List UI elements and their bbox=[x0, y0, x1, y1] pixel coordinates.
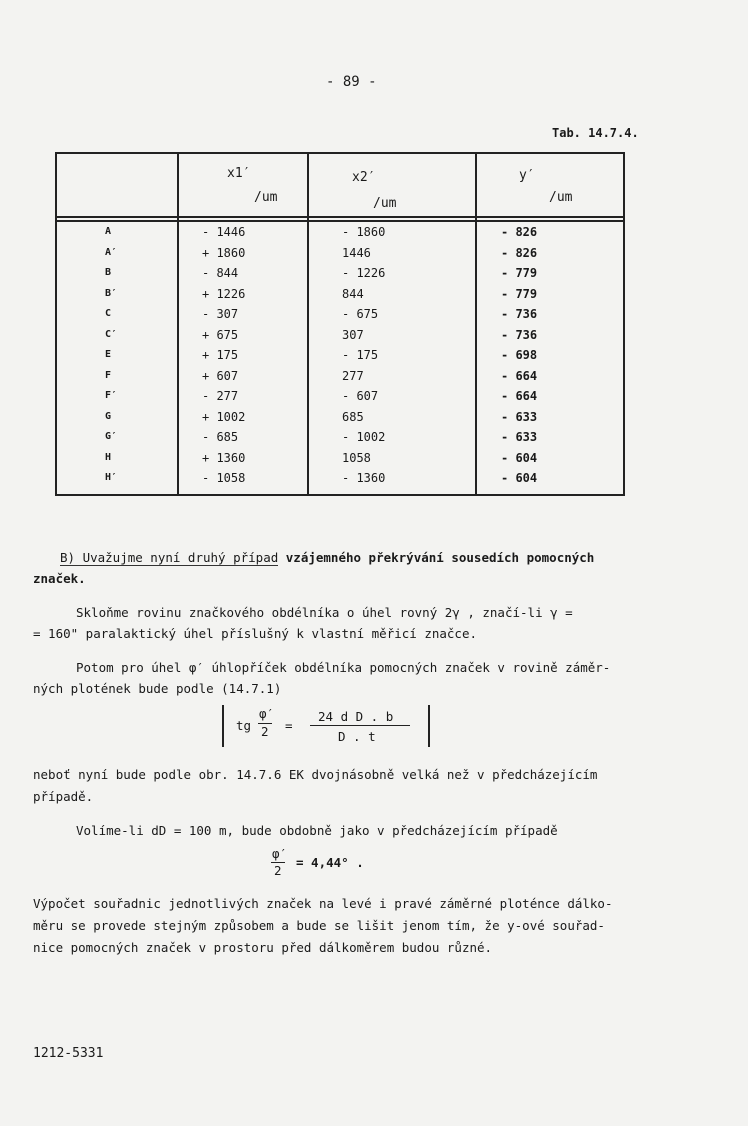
equation-1-two: 2 bbox=[261, 724, 269, 739]
table-cell-x1: - 307 bbox=[202, 307, 239, 321]
paragraph-1-rest: vzájemného překrývání sousedích pomocných bbox=[278, 550, 595, 565]
table-divider bbox=[307, 154, 309, 494]
paragraph-3-line-1: Potom pro úhel φ′ úhlopříček obdélníka pomocných značek v rovině záměr- bbox=[76, 660, 611, 675]
table-cell-x1: + 675 bbox=[202, 327, 239, 342]
paragraph-2-line-1: Skloňme rovinu značkového obdélníka o úhel rovný 2γ , značí-li γ = bbox=[76, 605, 573, 620]
table-cell-y: - 736 bbox=[501, 327, 538, 342]
table-cell-x1: - 277 bbox=[202, 389, 239, 403]
table-cell-y: - 633 bbox=[501, 430, 538, 444]
table-cell-x2: 844 bbox=[342, 286, 364, 301]
table-cell-x2: - 1360 bbox=[342, 471, 386, 485]
table-cell-x2: - 1226 bbox=[342, 266, 386, 280]
paragraph-6-line-3: nice pomocných značek v prostoru před dálkoměrem budou různé. bbox=[33, 940, 493, 955]
table-cell-label: G′ bbox=[105, 431, 118, 442]
page-number: - 89 - bbox=[326, 74, 377, 90]
table-cell-y: - 664 bbox=[501, 389, 538, 403]
header-x1-unit: /um bbox=[254, 190, 278, 205]
x1-values-column bbox=[202, 222, 292, 489]
paragraph-5: Volíme-li dD = 100 m, bude obdobně jako v předcházejícím případě bbox=[76, 823, 558, 838]
table-cell-x1: - 1446 bbox=[202, 225, 246, 239]
table-cell-y: - 604 bbox=[501, 471, 538, 485]
row-labels-column bbox=[105, 222, 117, 489]
table-cell-x2: 685 bbox=[342, 409, 364, 424]
table-cell-x1: + 1360 bbox=[202, 450, 246, 465]
equation-2-result: = 4,44° . bbox=[296, 855, 364, 870]
table-cell-x1: - 685 bbox=[202, 430, 239, 444]
paragraph-1-line-2: značek. bbox=[33, 571, 86, 586]
table-cell-label: C bbox=[105, 308, 112, 319]
table-cell-x2: 307 bbox=[342, 327, 364, 342]
equation-1-equals: = bbox=[285, 718, 293, 733]
table-cell-y: - 633 bbox=[501, 409, 538, 424]
table-cell-x1: + 175 bbox=[202, 348, 239, 362]
table-cell-x2: - 1002 bbox=[342, 430, 386, 444]
table-cell-label: E bbox=[105, 349, 112, 360]
table-cell-y: - 826 bbox=[501, 245, 538, 260]
table-cell-x1: - 1058 bbox=[202, 471, 246, 485]
underlined-phrase: B) Uvažujme nyní druhý případ bbox=[60, 550, 279, 565]
table-cell-y: - 779 bbox=[501, 266, 538, 280]
table-cell-label: H′ bbox=[105, 472, 118, 483]
table-cell-x2: 1446 bbox=[342, 245, 371, 260]
table-cell-x2: - 1860 bbox=[342, 225, 386, 239]
table-cell-label: B bbox=[105, 267, 112, 278]
paragraph-4-line-1: neboť nyní bude podle obr. 14.7.6 EK dvojnásobně velká než v předcházejícím bbox=[33, 767, 598, 782]
table-cell-y: - 779 bbox=[501, 286, 538, 301]
equation-1-tg: tg bbox=[236, 718, 252, 733]
equation-1-numerator: 24 d D . b bbox=[318, 709, 394, 724]
table-cell-x1: + 1860 bbox=[202, 245, 246, 260]
table-cell-label: A′ bbox=[105, 246, 118, 258]
equation-1-denominator: D . t bbox=[338, 729, 376, 744]
table-cell-x1: + 1002 bbox=[202, 409, 246, 424]
table-cell-label: G bbox=[105, 410, 112, 422]
table-cell-label: A bbox=[105, 226, 112, 237]
table-cell-label: F bbox=[105, 369, 112, 381]
table-cell-y: - 826 bbox=[501, 225, 538, 239]
table-cell-x2: - 175 bbox=[342, 348, 379, 362]
table-cell-y: - 698 bbox=[501, 348, 538, 362]
table-cell-x2: 1058 bbox=[342, 450, 371, 465]
table-divider bbox=[177, 154, 179, 494]
table-cell-x1: + 607 bbox=[202, 368, 239, 383]
fraction-line bbox=[310, 725, 410, 726]
paragraph-6-line-1: Výpočet souřadnic jednotlivých značek na levé i pravé záměrné ploténce dálko- bbox=[33, 896, 613, 911]
table-cell-x2: - 607 bbox=[342, 389, 379, 403]
table-cell-x2: - 675 bbox=[342, 307, 379, 321]
x2-values-column bbox=[342, 222, 432, 489]
header-x2: x2′ bbox=[352, 170, 376, 185]
equation-1-phi: φ′ bbox=[259, 706, 275, 721]
table-cell-label: H bbox=[105, 451, 112, 463]
header-y-unit: /um bbox=[549, 190, 573, 205]
table-divider bbox=[475, 154, 477, 494]
header-x1: x1′ bbox=[227, 166, 251, 181]
table-cell-y: - 664 bbox=[501, 368, 538, 383]
table-cell-label: C′ bbox=[105, 328, 118, 340]
table-cell-y: - 604 bbox=[501, 450, 538, 465]
equation-2-two: 2 bbox=[274, 863, 282, 878]
document-code: 1212-5331 bbox=[33, 1046, 104, 1061]
header-divider bbox=[57, 216, 623, 218]
paragraph-6-line-2: měru se provede stejným způsobem a bude se lišit jenom tím, že y-ové souřad- bbox=[33, 918, 605, 933]
table-cell-label: F′ bbox=[105, 390, 118, 401]
paragraph-1-line-1 bbox=[60, 550, 594, 565]
header-x2-unit: /um bbox=[373, 196, 397, 211]
table-cell-x1: + 1226 bbox=[202, 286, 246, 301]
header-y: y′ bbox=[519, 168, 535, 183]
table-cell-x1: - 844 bbox=[202, 266, 239, 280]
equation-2-phi: φ′ bbox=[272, 846, 288, 861]
paragraph-4-line-2: případě. bbox=[33, 789, 94, 804]
table-reference: Tab. 14.7.4. bbox=[552, 126, 639, 140]
table-cell-x2: 277 bbox=[342, 368, 364, 383]
table-cell-label: B′ bbox=[105, 287, 118, 299]
paragraph-2-line-2: = 160" paralaktický úhel příslušný k vlastní měřicí značce. bbox=[33, 626, 478, 641]
coordinates-table bbox=[55, 152, 625, 496]
paragraph-3-line-2: ných plotének bude podle (14.7.1) bbox=[33, 681, 282, 696]
table-cell-y: - 736 bbox=[501, 307, 538, 321]
y-values-column bbox=[501, 222, 581, 489]
